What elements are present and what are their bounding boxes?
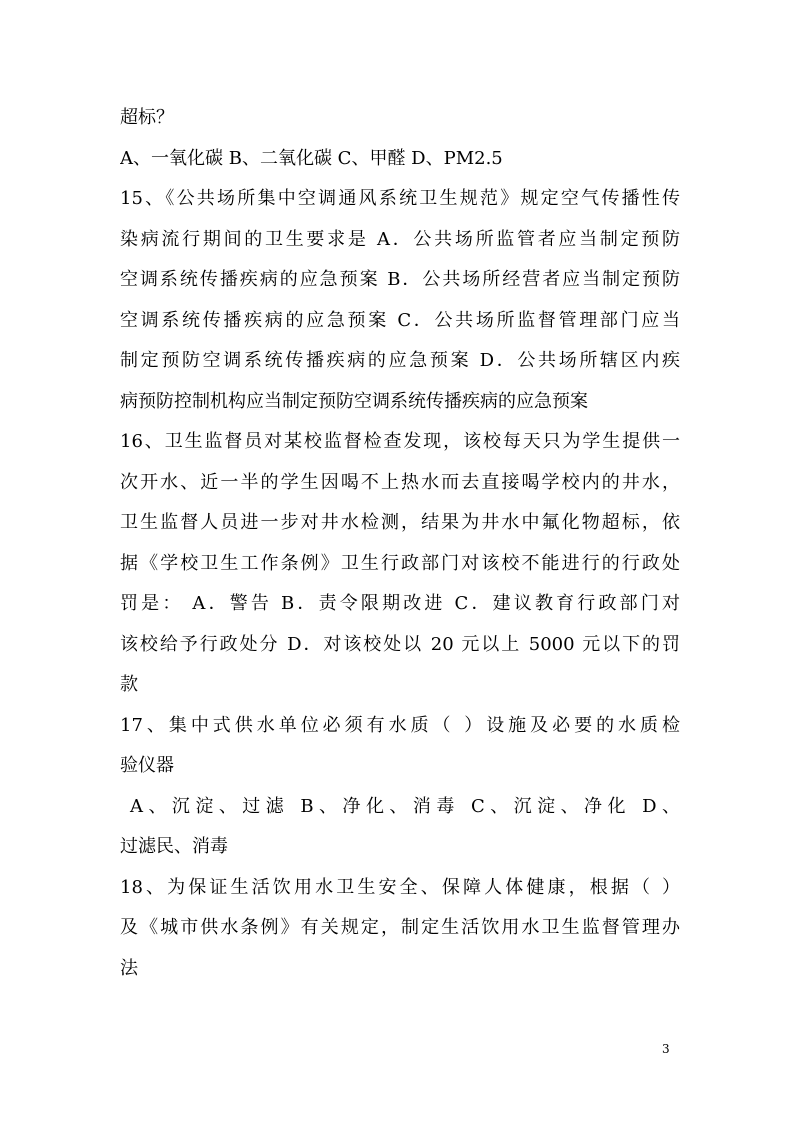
text-line: 染病流行期间的卫生要求是 A．公共场所监管者应当制定预防 bbox=[120, 228, 680, 250]
text-line: 款 bbox=[120, 674, 138, 695]
text-line: 制定预防空调系统传播疾病的应急预案 D．公共场所辖区内疾 bbox=[120, 350, 680, 371]
text-line: 及《城市供水条例》有关规定，制定生活饮用水卫生监督管理办 bbox=[120, 917, 680, 938]
text-line: 18、为保证生活饮用水卫生安全、保障人体健康，根据（ ） bbox=[120, 876, 680, 898]
text-line: 验仪器 bbox=[120, 755, 174, 776]
text-line: 次开水、近一半的学生因喝不上热水而去直接喝学校内的井水， bbox=[120, 471, 680, 493]
text-line: 法 bbox=[120, 957, 138, 979]
text-line: 卫生监督人员进一步对井水检测，结果为井水中氟化物超标，依 bbox=[120, 512, 680, 533]
text-line: 17、集中式供水单位必须有水质（ ）设施及必要的水质检 bbox=[120, 714, 680, 736]
text-line: 15、《公共场所集中空调通风系统卫生规范》规定空气传播性传 bbox=[120, 188, 680, 209]
page-number: 3 bbox=[662, 1042, 670, 1056]
text-line: 超标？ bbox=[120, 107, 174, 128]
text-line: 空调系统传播疾病的应急预案 B．公共场所经营者应当制定预防 bbox=[120, 269, 680, 290]
text-line: 病预防控制机构应当制定预防空调系统传播疾病的应急预案 bbox=[120, 390, 588, 412]
text-line: 该校给予行政处分 D．对该校处以 20 元以上 5000 元以下的罚 bbox=[120, 633, 680, 655]
text-line: A、一氧化碳 B、二氧化碳 C、甲醛 D、PM2.5 bbox=[120, 147, 503, 169]
text-line: 过滤民、消毒 bbox=[120, 836, 228, 857]
text-line: 16、卫生监督员对某校监督检查发现，该校每天只为学生提供一 bbox=[120, 431, 680, 452]
text-line: 据《学校卫生工作条例》卫生行政部门对该校不能进行的行政处 bbox=[120, 552, 680, 574]
document-body bbox=[120, 98, 680, 989]
text-line: 罚是： A．警告 B．责令限期改进 C．建议教育行政部门对 bbox=[120, 593, 680, 614]
text-line: 空调系统传播疾病的应急预案 C．公共场所监督管理部门应当 bbox=[120, 309, 680, 331]
text-line: A、沉淀、过滤 B、净化、消毒 C、沉淀、净化 D、 bbox=[130, 795, 680, 817]
